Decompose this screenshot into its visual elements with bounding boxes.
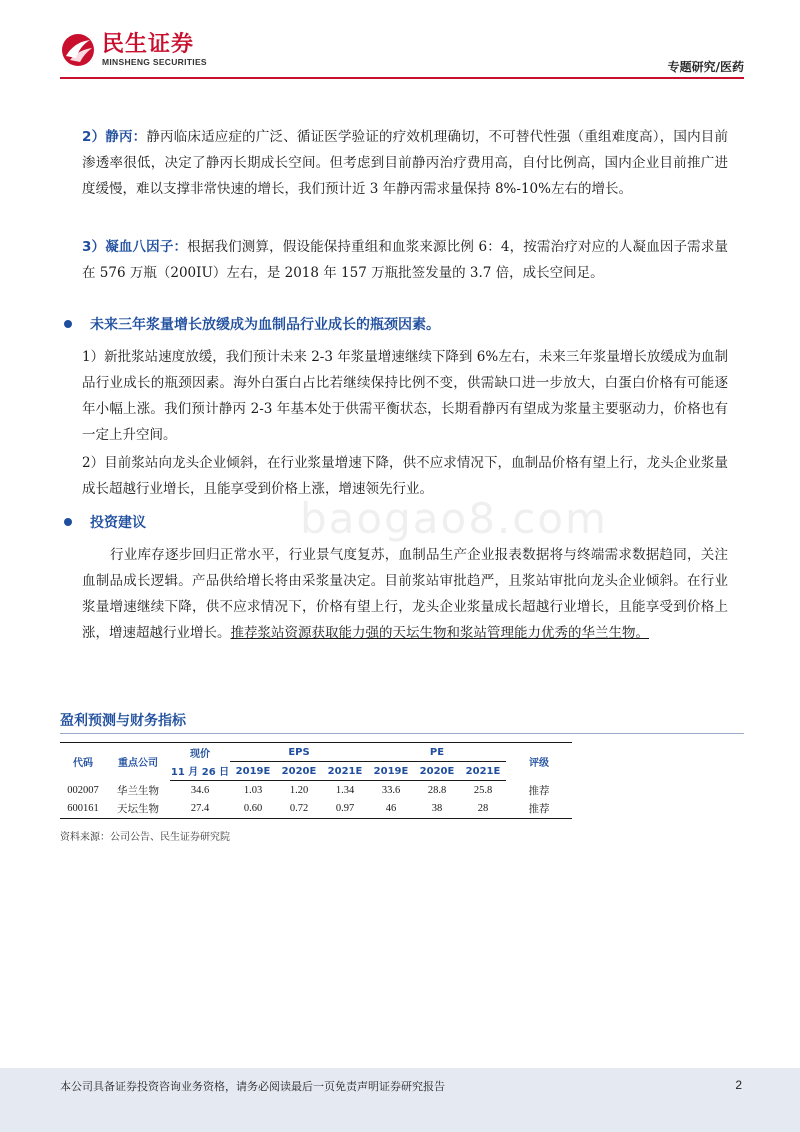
header-divider <box>60 77 744 79</box>
header-year: 2021E <box>322 762 368 781</box>
paragraph-body: 静丙临床适应症的广泛、循证医学验证的疗效机理确切，不可替代性强（重组难度高），国内目前渗透率很低，决定了静丙长期成长空间。但考虑到目前静丙治疗费用高，自付比例高，国内企业目前推广进度缓慢，难以支撑非常快速的增长，我们预计近 3 年静丙需求量保持 8%-10%左右的增长。 <box>82 129 728 197</box>
page-header <box>0 0 800 86</box>
cell-eps-2020: 0.72 <box>276 800 322 819</box>
header-pe: PE <box>368 743 506 762</box>
header-rating: 评级 <box>506 743 572 781</box>
section-heading-investment <box>60 512 146 532</box>
paragraph-investment <box>82 542 728 646</box>
paragraph-point-2: 2）目前浆站向龙头企业倾斜，在行业浆量增速下降，供不应求情况下，血制品价格有望上行，龙头企业浆量成长超越行业增长，且能享受到价格上涨，增速领先行业。 <box>82 455 728 497</box>
cell-company: 天坛生物 <box>106 800 170 819</box>
paragraph-jingbing <box>82 124 728 202</box>
cell-price: 34.6 <box>190 784 210 796</box>
cell-pe-2020: 28.8 <box>427 784 447 796</box>
cell-eps-2020: 1.20 <box>289 784 309 796</box>
section-heading-text: 投资建议 <box>90 515 146 531</box>
recommendation-underlined: 推荐浆站资源获取能力强的天坛生物和浆站管理能力优秀的华兰生物。 <box>230 625 649 641</box>
cell-eps-2021: 0.97 <box>322 800 368 819</box>
cell-code: 600161 <box>60 800 106 819</box>
cell-pe-2019: 46 <box>368 800 414 819</box>
logo-chinese-name: 民生证券 <box>102 32 195 57</box>
header-eps: EPS <box>230 743 368 762</box>
paragraph-point-1: 1）新批浆站速度放缓，我们预计未来 2-3 年浆量增速继续下降到 6%左右，未来三年浆量增长放缓成为血制品行业成长的瓶颈因素。海外白蛋白占比若继续保持比例不变，供需缺口进一步放大，白蛋白价格有可能逐年小幅上涨。我们预计静丙 2-3 年基本处于供需平衡状态，长期看静丙有望成为浆量主要驱动力，价格也有一定上升空间。 <box>82 349 728 443</box>
cell-rating: 推荐 <box>506 800 572 819</box>
cell-price: 27.4 <box>170 800 230 819</box>
paragraph-body: 根据我们测算，假设能保持重组和血浆来源比例 6：4，按需治疗对应的人凝血因子需求量在 576 万瓶（200IU）左右，是 2018 年 157 万瓶批签发量的 3.7 倍，成长空间足。 <box>82 239 728 281</box>
cell-code: 002007 <box>67 784 99 796</box>
header-price-date: 11 月 26 日 <box>170 762 230 781</box>
header-year: 2020E <box>414 762 460 781</box>
financial-forecast-table <box>60 742 572 819</box>
bullet-icon <box>64 518 72 526</box>
watermark: baogao8.com <box>300 494 608 543</box>
header-price: 现价 <box>170 743 230 762</box>
bullet-icon <box>64 320 72 328</box>
header-year: 2019E <box>368 762 414 781</box>
minsheng-logo-icon <box>60 32 96 68</box>
page-number: 2 <box>735 1078 742 1092</box>
cell-pe-2020: 38 <box>414 800 460 819</box>
footer-disclaimer: 本公司具备证券投资咨询业务资格，请务必阅读最后一页免责声明证券研究报告 <box>60 1080 445 1093</box>
cell-eps-2019: 1.03 <box>243 784 263 796</box>
table-row <box>60 781 572 800</box>
cell-eps-2021: 1.34 <box>335 784 355 796</box>
table-row <box>60 800 572 819</box>
section-heading-text: 未来三年浆量增长放缓成为血制品行业成长的瓶颈因素。 <box>90 317 440 333</box>
table-source-note: 资料来源：公司公告、民生证券研究院 <box>60 832 230 843</box>
paragraph-body: 行业库存逐步回归正常水平，行业景气度复苏，血制品生产企业报表数据将与终端需求数据趋同，关注血制品成长逻辑。产品供给增长将由采浆量决定。目前浆站审批趋严，且浆站审批向龙头企业倾斜。在行业浆量增速继续下降，供不应求情况下，价格有望上行，龙头企业浆量成长超越行业增长，且能享受到价格上涨，增速超越行业增长。 <box>82 547 728 641</box>
report-type-label: 专题研究/医药 <box>667 60 744 74</box>
company-logo <box>60 32 207 68</box>
header-company: 重点公司 <box>106 743 170 781</box>
cell-rating: 推荐 <box>528 785 550 797</box>
paragraph-lead: 2）静丙： <box>82 129 147 145</box>
table-title-divider <box>60 733 744 734</box>
table-title: 盈利预测与财务指标 <box>60 713 186 729</box>
cell-pe-2019: 33.6 <box>381 784 401 796</box>
header-year: 2019E <box>230 762 276 781</box>
cell-company: 华兰生物 <box>117 785 159 797</box>
paragraph-ningxue <box>82 234 728 286</box>
header-code: 代码 <box>60 743 106 781</box>
header-year: 2020E <box>276 762 322 781</box>
paragraph-lead: 3）凝血八因子： <box>82 239 188 255</box>
cell-pe-2021: 28 <box>460 800 506 819</box>
logo-english-name: MINSHENG SECURITIES <box>102 57 207 67</box>
cell-eps-2019: 0.60 <box>230 800 276 819</box>
header-year: 2021E <box>460 762 506 781</box>
section-heading-bottleneck <box>60 314 440 334</box>
cell-pe-2021: 25.8 <box>473 784 493 796</box>
